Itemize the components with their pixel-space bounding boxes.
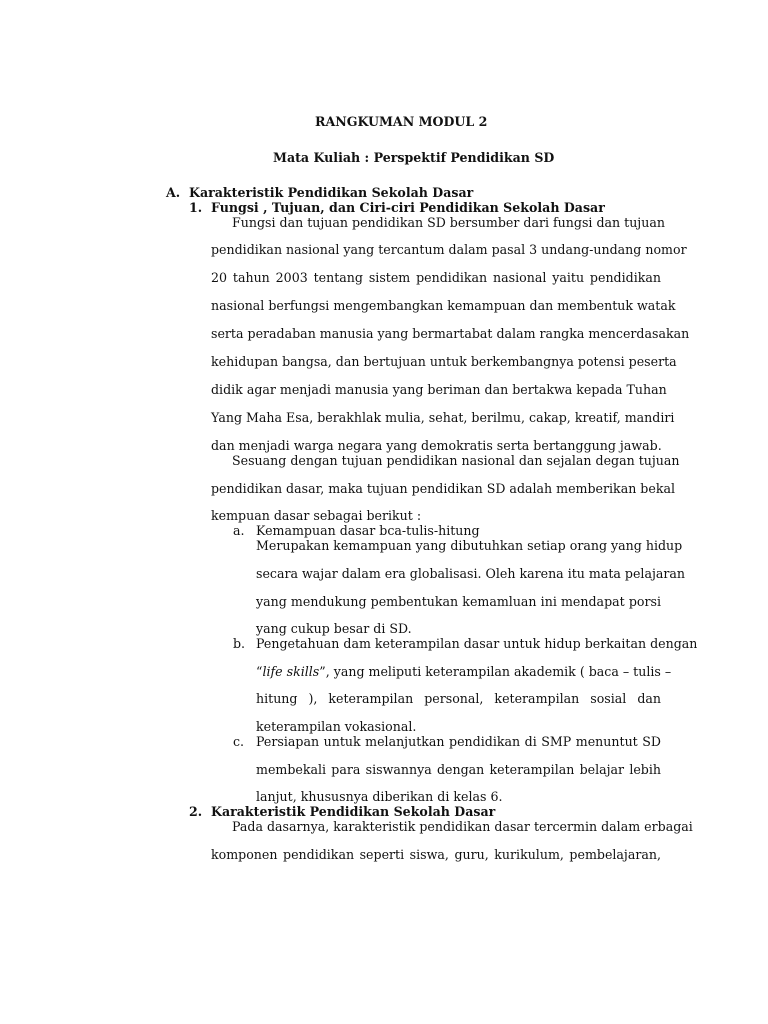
document-title: RANGKUMAN MODUL 2 [315,114,488,129]
list-item-a-marker: a. [233,523,245,538]
subsection-1-marker: 1. [189,200,203,215]
list-item-a-line: Merupakan kemampuan yang dibutuhkan setiap orang yang hidup [256,538,683,553]
paragraph-1-line: 20 tahun 2003 tentang sistem pendidikan nasional yaitu pendidikan [211,270,661,285]
subsection-2-line: Pada dasarnya, karakteristik pendidikan dasar tercermin dalam erbagai [232,819,693,834]
paragraph-1-line: dan menjadi warga negara yang demokratis serta bertanggung jawab. [211,438,662,453]
subsection-2-line: komponen pendidikan seperti siswa, guru, kurikulum, pembelajaran, [211,847,661,862]
paragraph-2-line: pendidikan dasar, maka tujuan pendidikan SD adalah memberikan bekal [211,481,675,496]
list-item-b-line-rest: ”, yang meliputi keterampilan akademik ( baca – tulis – [319,664,672,679]
subsection-1-heading: Fungsi , Tujuan, dan Ciri-ciri Pendidikan Sekolah Dasar [211,200,605,215]
list-item-b-marker: b. [233,636,246,651]
life-skills-term: life skills [262,664,320,679]
paragraph-1-line: pendidikan nasional yang tercantum dalam pasal 3 undang-undang nomor [211,242,687,257]
section-a-marker: A. [166,185,181,200]
list-item-a-title: Kemampuan dasar bca-tulis-hitung [256,523,480,538]
document-subtitle: Mata Kuliah : Perspektif Pendidikan SD [273,150,555,165]
list-item-c-line: lanjut, khususnya diberikan di kelas 6. [256,789,503,804]
list-item-c-line: Persiapan untuk melanjutkan pendidikan di SMP menuntut SD [256,734,661,749]
subsection-2-marker: 2. [189,804,203,819]
paragraph-1-line: didik agar menjadi manusia yang beriman dan bertakwa kepada Tuhan [211,382,667,397]
list-item-a-line: yang mendukung pembentukan kemamluan ini mendapat porsi [256,594,661,609]
list-item-b-line [256,664,672,679]
paragraph-2-line: kempuan dasar sebagai berikut : [211,508,422,523]
list-item-b-line: keterampilan vokasional. [256,719,417,734]
subsection-2-heading: Karakteristik Pendidikan Sekolah Dasar [211,804,496,819]
paragraph-1-line: nasional berfungsi mengembangkan kemampuan dan membentuk watak [211,298,676,313]
list-item-a-line: secara wajar dalam era globalisasi. Oleh karena itu mata pelajaran [256,566,686,581]
list-item-a-line: yang cukup besar di SD. [256,621,412,636]
paragraph-1-line: Yang Maha Esa, berakhlak mulia, sehat, berilmu, cakap, kreatif, mandiri [211,410,675,425]
paragraph-1-line: kehidupan bangsa, dan bertujuan untuk berkembangnya potensi peserta [211,354,677,369]
list-item-b-line: hitung ), keterampilan personal, keterampilan sosial dan [256,691,661,706]
paragraph-1-line: serta peradaban manusia yang bermartabat dalam rangka mencerdasakan [211,326,690,341]
list-item-c-marker: c. [233,734,245,749]
list-item-b-line: Pengetahuan dam keterampilan dasar untuk hidup berkaitan dengan [256,636,698,651]
paragraph-1-line: Fungsi dan tujuan pendidikan SD bersumber dari fungsi dan tujuan [232,215,665,230]
quote-open: “ [256,664,263,679]
paragraph-2-line: Sesuang dengan tujuan pendidikan nasional dan sejalan degan tujuan [232,453,680,468]
section-a-heading: Karakteristik Pendidikan Sekolah Dasar [189,185,474,200]
list-item-c-line: membekali para siswannya dengan keterampilan belajar lebih [256,762,661,777]
